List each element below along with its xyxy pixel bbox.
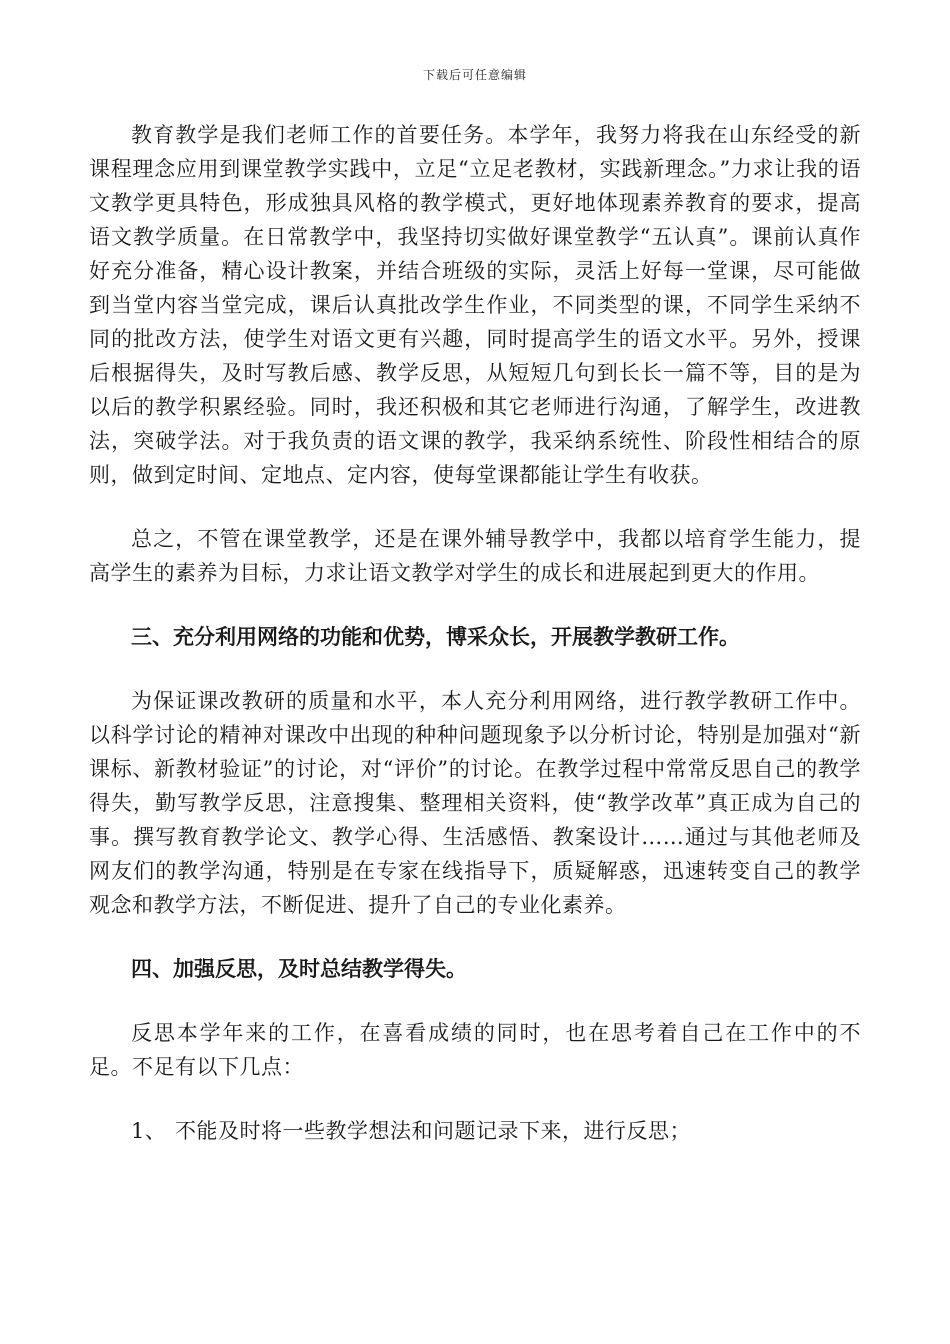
list-item-text: 不能及时将一些教学想法和问题记录下来，进行反思； [175,1119,691,1143]
section-heading-3: 三、充分利用网络的功能和优势，博采众长，开展教学教研工作。 [131,624,740,649]
paragraph-network-research: 为保证课改教研的质量和水平，本人充分利用网络，进行教学教研工作中。以科学讨论的精神对课改中出现的种种问题现象予以分析讨论，特别是加强对“新课标、新教材验证”的讨论，对“评价”的讨论。在教学过程中常常反思自己的教学得失，勤写教学反思，注意搜集、整理相关资料，使“教学改革”真正成为自己的事。撰写教育教学论文、教学心得、生活感悟、教案设计……通过与其他老师及网友们的教学沟通，特别是在专家在线指导下，质疑解惑，迅速转变自己的教学观念和教学方法，不断促进、提升了自己的专业化素养。 [89,689,861,917]
paragraph-summary: 总之，不管在课堂教学，还是在课外辅导教学中，我都以培育学生能力，提高学生的素养为目标，力求让语文教学对学生的成长和进展起到更大的作用。 [89,527,861,585]
page-header: 下载后可任意编辑 [422,68,527,82]
document-body [89,118,861,1178]
list-item-number: 1、 [131,1119,167,1143]
paragraph-reflection: 反思本学年来的工作，在喜看成绩的同时，也在思考着自己在工作中的不足。不足有以下几点： [89,1021,861,1079]
list-item [89,1114,861,1148]
section-heading-4: 四、加强反思，及时总结教学得失。 [131,956,467,981]
paragraph-teaching-work: 教育教学是我们老师工作的首要任务。本学年，我努力将我在山东经受的新课程理念应用到课堂教学实践中，立足“立足老教材，实践新理念。”力求让我的语文教学更具特色，形成独具风格的教学模式，更好地体现素养教育的要求，提高语文教学质量。在日常教学中，我坚持切实做好课堂教学“五认真”。课前认真作好充分准备，精心设计教案，并结合班级的实际，灵活上好每一堂课，尽可能做到当堂内容当堂完成，课后认真批改学生作业，不同类型的课，不同学生采纳不同的批改方法，使学生对语文更有兴趣，同时提高学生的语文水平。另外，授课后根据得失，及时写教后感、教学反思，从短短几句到长长一篇不等，目的是为以后的教学积累经验。同时，我还积极和其它老师进行沟通，了解学生，改进教法，突破学法。对于我负责的语文课的教学，我采纳系统性、阶段性相结合的原则，做到定时间、定地点、定内容，使每堂课都能让学生有收获。 [89,123,861,487]
